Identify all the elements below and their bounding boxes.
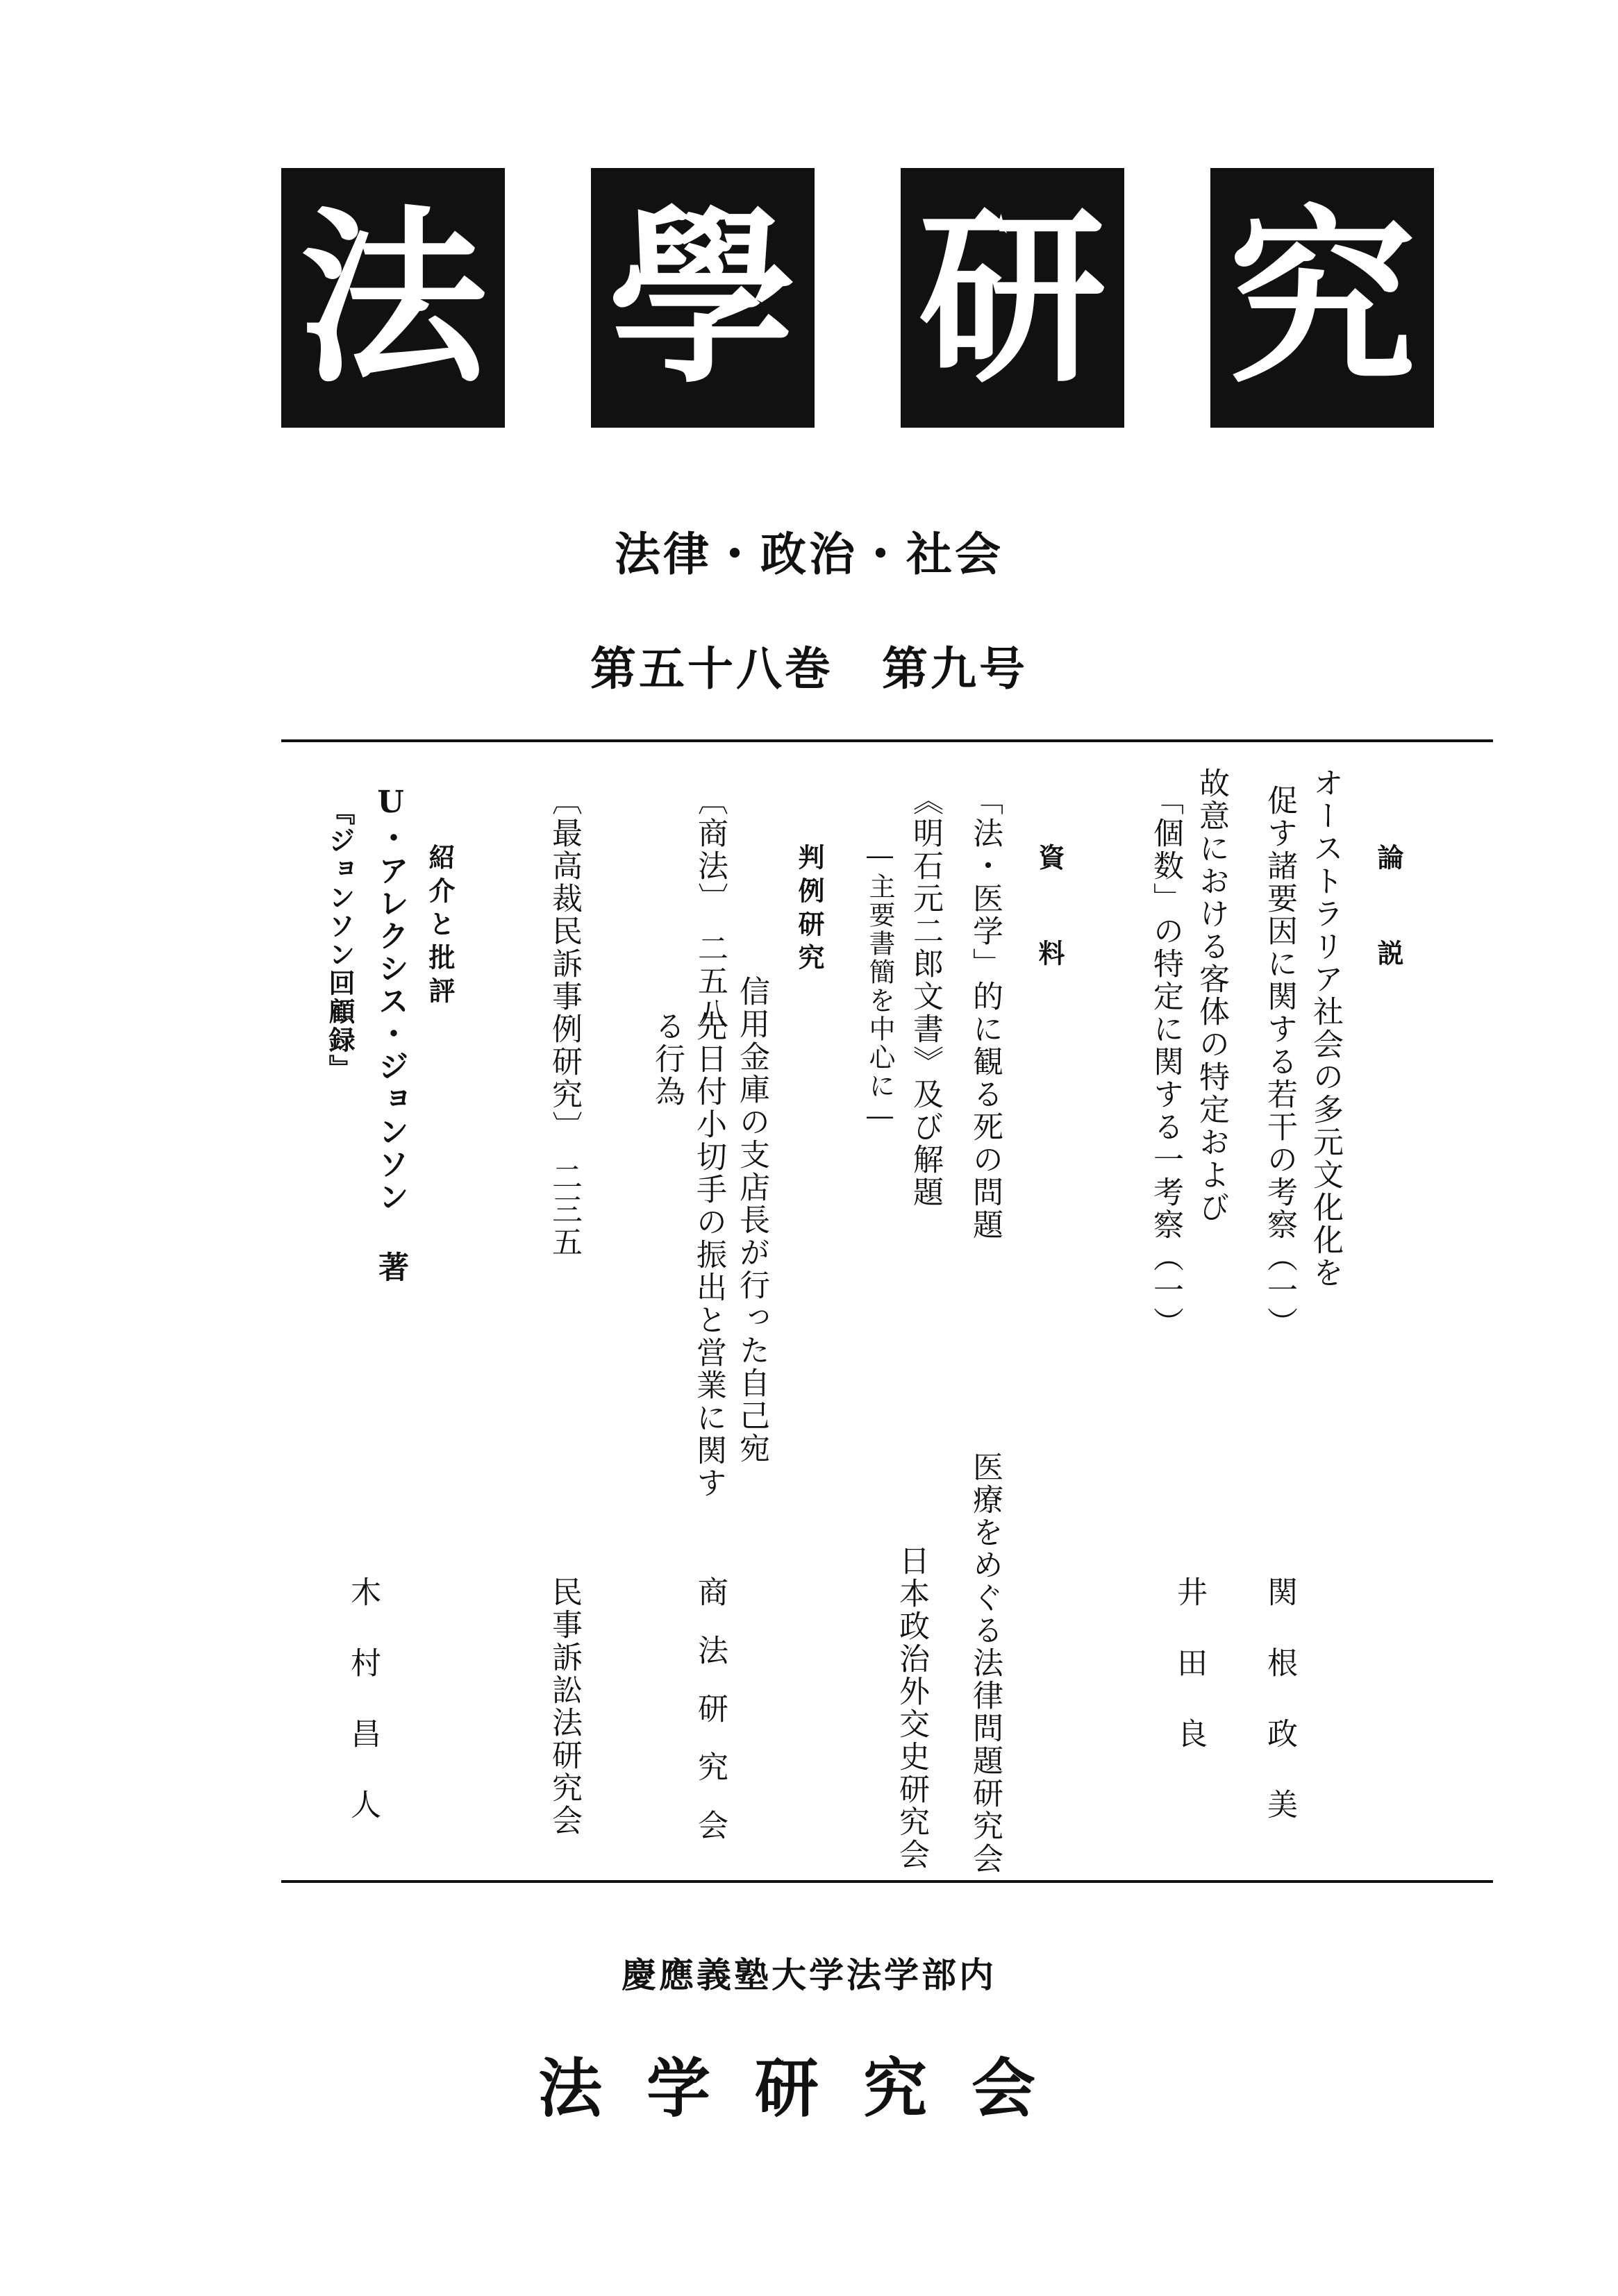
top-rule [281, 739, 1493, 742]
toc-author: 日本政治外交史研究会 [894, 1545, 929, 1871]
toc-author: 井田良 [1171, 1576, 1207, 1788]
toc-line: 故意における客体の特定および [1194, 767, 1229, 1224]
title-block-2 [591, 168, 815, 428]
bottom-rule [281, 1880, 1493, 1883]
section-heading-shiryo: 資料 [1034, 844, 1065, 1035]
title-block-3 [901, 168, 1124, 428]
toc-author: 商法研究会 [692, 1576, 728, 1868]
volume-number: 第五十八巻 第九号 [590, 642, 1028, 696]
title-char: 法 [299, 187, 487, 408]
toc-line: る行為 [649, 1010, 685, 1108]
title-char: 學 [609, 187, 797, 408]
toc-author: 木村昌人 [345, 1576, 381, 1859]
title-block-4 [1210, 168, 1434, 428]
toc-line: 「法・医学」的に観る死の問題 [967, 785, 1003, 1241]
toc-line: U・アレクシス・ジョンソン 著 [373, 785, 408, 1284]
section-heading-hanrei: 判例研究 [794, 844, 824, 977]
publisher-department: 慶應義塾大学法学部内 [622, 1955, 996, 1995]
toc-line: オーストラリア社会の多元文化化を [1308, 767, 1343, 1289]
toc-line: 信用金庫の支店長が行った自己宛 [734, 975, 769, 1465]
title-char: 究 [1228, 187, 1416, 408]
toc-line: 「個数」の特定に関する一考察（一） [1148, 785, 1183, 1339]
toc-line: 『ジョンソン回顧録』 [324, 798, 356, 1083]
toc-label: 〔商法〕 二五八 [692, 785, 728, 1030]
toc-author: 医療をめぐる法律問題研究会 [967, 1451, 1003, 1875]
toc-subtitle: ―主要書簡を中心に― [865, 840, 895, 1133]
toc-line: 先日付小切手の振出と営業に関す [691, 1010, 726, 1500]
title-block-1 [281, 168, 505, 428]
toc-author: 民事訴訟法研究会 [547, 1576, 582, 1837]
toc-label: 〔最高裁民訴事例研究〕 二三五 [547, 785, 582, 1259]
toc-line: 促す諸要因に関する若干の考察（一） [1262, 785, 1297, 1339]
toc-author: 関根政美 [1262, 1576, 1297, 1859]
journal-subtitle: 法律・政治・社会 [615, 528, 1003, 581]
toc-line: 《明石元二郎文書》及び解題 [908, 785, 943, 1209]
title-char: 研 [919, 187, 1106, 408]
section-heading-shokai: 紹介と批評 [424, 844, 455, 1010]
section-heading-ronsetsu: 論説 [1373, 844, 1403, 1035]
publisher-name: 法学研究会 [537, 2051, 1080, 2126]
